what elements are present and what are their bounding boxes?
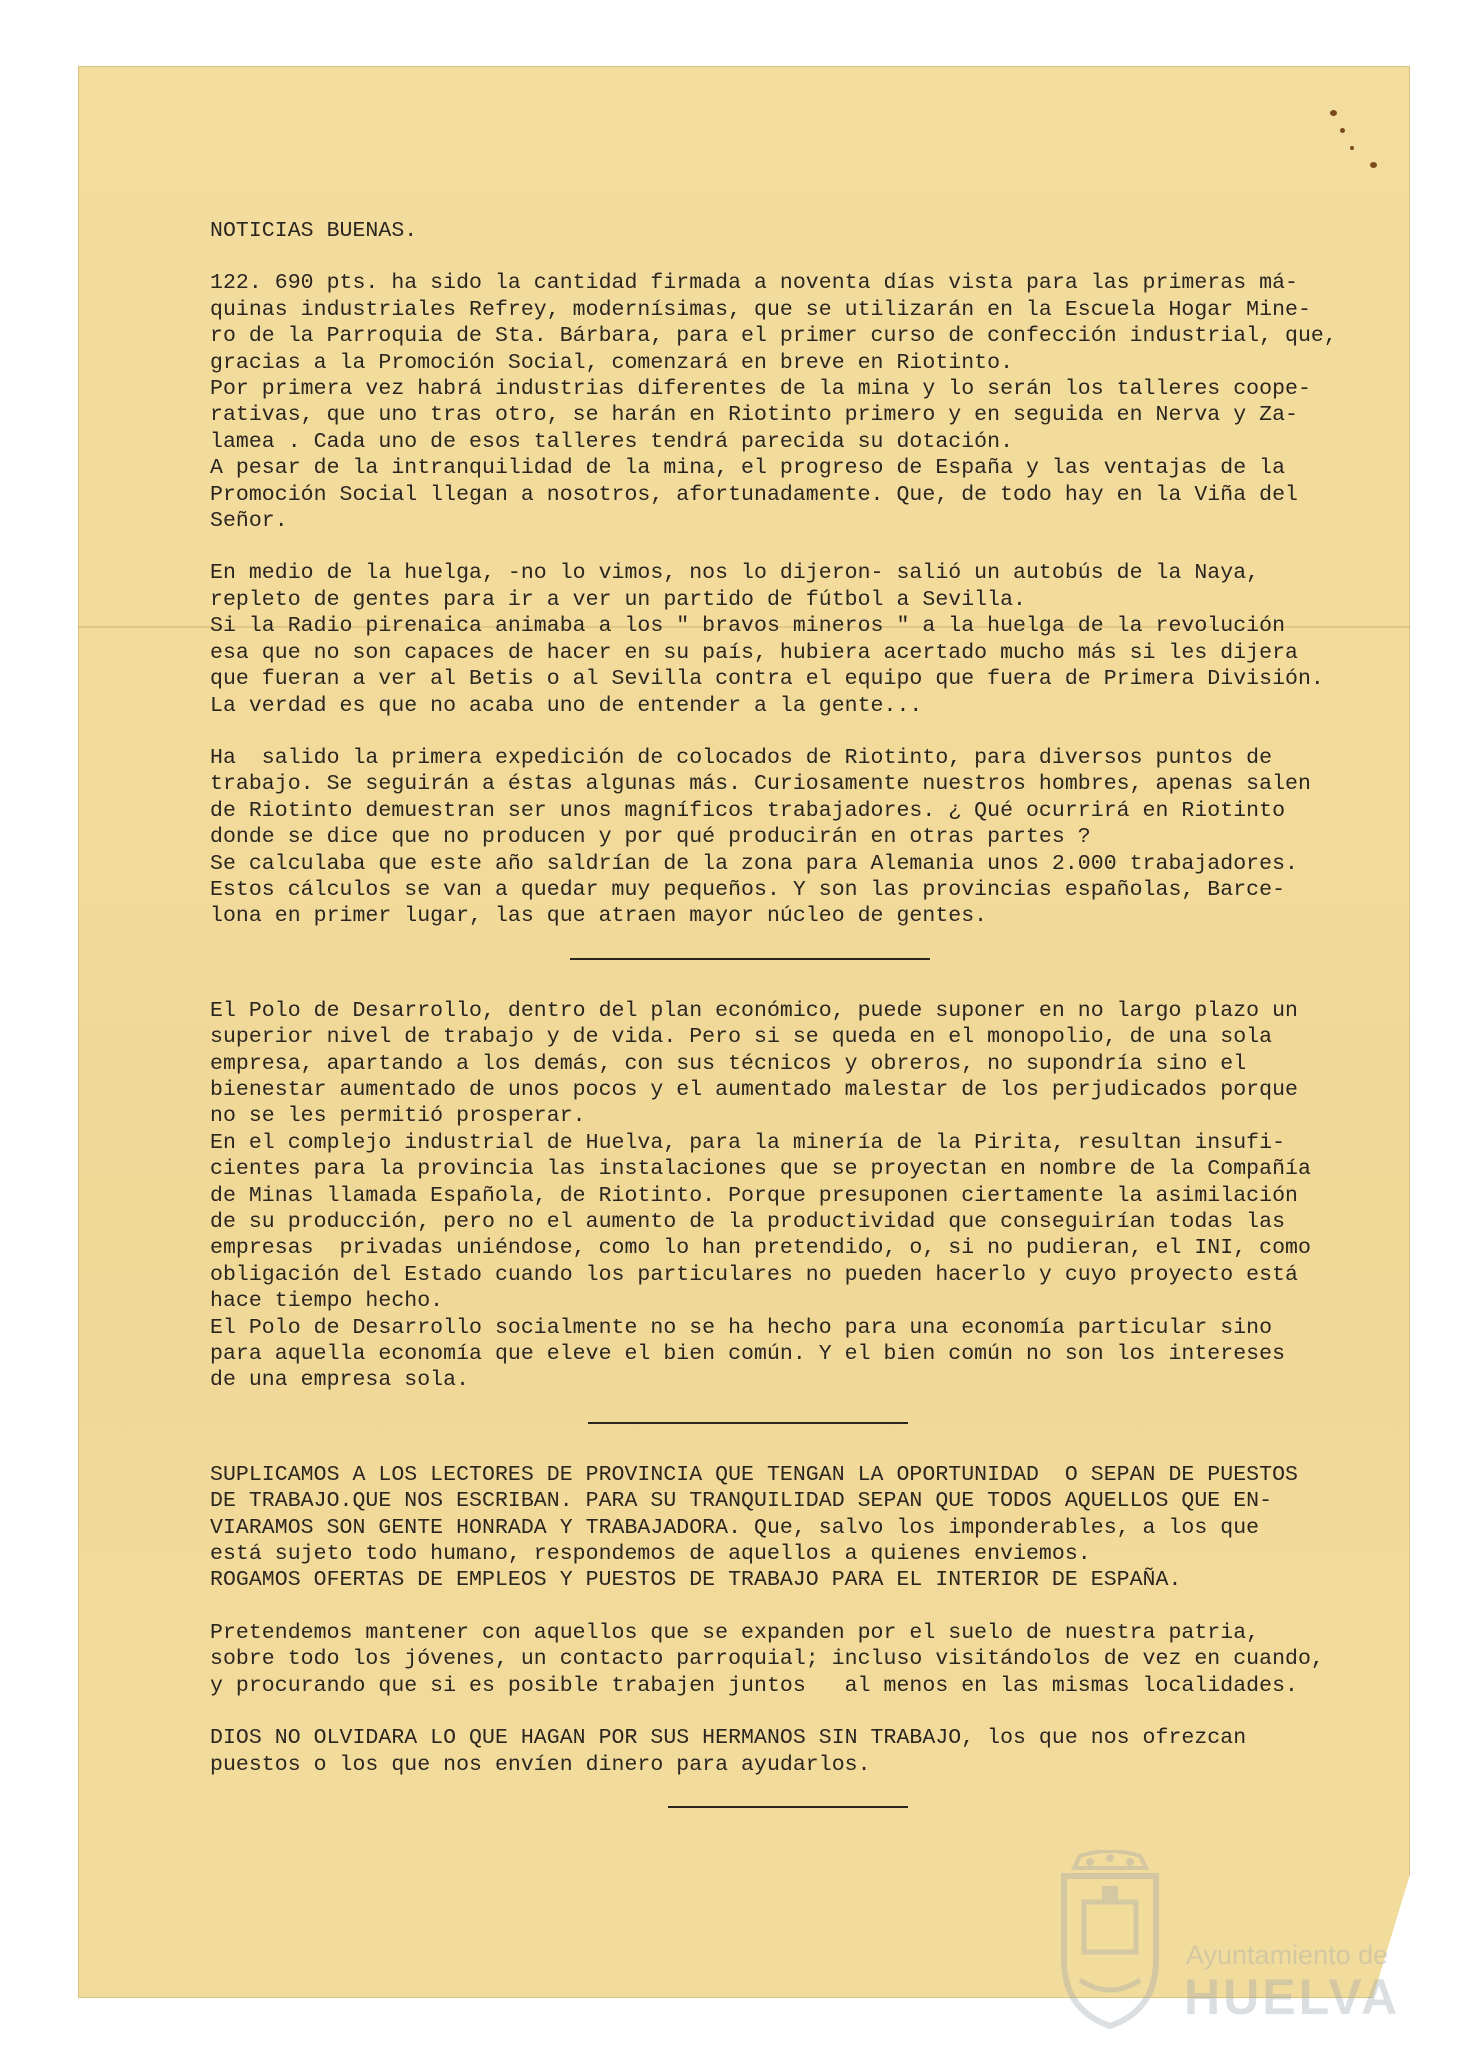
- huelva-coat-of-arms-icon: [1050, 1850, 1170, 2030]
- text-line: En el complejo industrial de Huelva, para la minería de la Pirita, resultan insufi-: [210, 1130, 1286, 1155]
- text-line: esa que no son capaces de hacer en su país, hubiera acertado mucho más si les dijera: [210, 640, 1298, 665]
- text-line: puestos o los que nos envíen dinero para ayudarlos.: [210, 1752, 871, 1777]
- paragraph-huelga: [210, 560, 1330, 718]
- text-line: ROGAMOS OFERTAS DE EMPLEOS Y PUESTOS DE TRABAJO PARA EL INTERIOR DE ESPAÑA.: [210, 1568, 1182, 1593]
- text-line: bienestar aumentado de unos pocos y el aumentado malestar de los perjudicados porque: [210, 1077, 1298, 1102]
- text-line: El Polo de Desarrollo, dentro del plan económico, puede suponer en no largo plazo un: [210, 998, 1298, 1023]
- paragraph-maquinas: [210, 270, 1337, 534]
- text-line: hace tiempo hecho.: [210, 1289, 444, 1314]
- text-line: DIOS NO OLVIDARA LO QUE HAGAN POR SUS HERMANOS SIN TRABAJO, los que nos ofrezcan: [210, 1726, 1247, 1751]
- text-line: donde se dice que no producen y por qué producirán en otras partes ?: [210, 825, 1091, 850]
- text-line: para aquella economía que eleve el bien común. Y el bien común no son los intereses: [210, 1342, 1286, 1367]
- text-line: y procurando que si es posible trabajen juntos al menos en las mismas localidades.: [210, 1673, 1298, 1698]
- watermark-brand: HUELVA: [1184, 1969, 1401, 2025]
- text-line: SUPLICAMOS A LOS LECTORES DE PROVINCIA QUE TENGAN LA OPORTUNIDAD O SEPAN DE PUESTOS: [210, 1462, 1298, 1487]
- text-line: rativas, que uno tras otro, se harán en Riotinto primero y en seguida en Nerva y Za-: [210, 403, 1298, 428]
- text-line: cientes para la provincia las instalaciones que se proyectan en nombre de la Compañía: [210, 1157, 1311, 1182]
- text-line: VIARAMOS SON GENTE HONRADA Y TRABAJADORA. Que, salvo los imponderables, a los que: [210, 1515, 1260, 1540]
- text-line: gracias a la Promoción Social, comenzará en breve en Riotinto.: [210, 350, 1014, 375]
- text-line: que fueran a ver al Betis o al Sevilla contra el equipo que fuera de Primera División.: [210, 667, 1324, 692]
- watermark-text: Ayuntamiento de: [1186, 1940, 1389, 1970]
- text-line: ro de la Parroquia de Sta. Bárbara, para el primer curso de confección industrial, que,: [210, 324, 1337, 349]
- text-line: de Riotinto demuestran ser unos magníficos trabajadores. ¿ Qué ocurrirá en Riotinto: [210, 798, 1286, 823]
- text-line: empresas privadas uniéndose, como lo han pretendido, o, si no pudieran, el INI, como: [210, 1236, 1311, 1261]
- text-line: obligación del Estado cuando los particulares no pueden hacerlo y cuyo proyecto está: [210, 1262, 1298, 1287]
- text-line: sobre todo los jóvenes, un contacto parroquial; incluso visitándolos de vez en cuando,: [210, 1647, 1324, 1672]
- text-line: La verdad es que no acaba uno de entender a la gente...: [210, 693, 923, 718]
- text-line: Estos cálculos se van a quedar muy pequeños. Y son las provincias españolas, Barce-: [210, 877, 1286, 902]
- text-line: Se calculaba que este año saldrían de la zona para Alemania unos 2.000 trabajadores.: [210, 851, 1298, 876]
- text-line: lamea . Cada uno de esos talleres tendrá parecida su dotación.: [210, 429, 1014, 454]
- text-line: trabajo. Se seguirán a éstas algunas más. Curiosamente nuestros hombres, apenas salen: [210, 772, 1311, 797]
- paragraph-suplicamos: [210, 1462, 1330, 1594]
- text-line: DE TRABAJO.QUE NOS ESCRIBAN. PARA SU TRANQUILIDAD SEPAN QUE TODOS AQUELLOS QUE EN-: [210, 1489, 1273, 1514]
- text-line: Promoción Social llegan a nosotros, afortunadamente. Que, de todo hay en la Viña del: [210, 482, 1298, 507]
- separator-rule: [668, 1806, 908, 1808]
- ayuntamiento-watermark: [1050, 1850, 1401, 2040]
- separator-rule: [570, 958, 930, 960]
- stain-mark: [1330, 110, 1337, 116]
- text-line: Si la Radio pirenaica animaba a los " bravos mineros " a la huelga de la revolución: [210, 614, 1286, 639]
- text-line: 122. 690 pts. ha sido la cantidad firmada a noventa días vista para las primeras má-: [210, 271, 1298, 296]
- text-line: Por primera vez habrá industrias diferentes de la mina y lo serán los talleres coope-: [210, 377, 1311, 402]
- text-line: Pretendemos mantener con aquellos que se expanden por el suelo de nuestra patria,: [210, 1620, 1260, 1645]
- text-line: de su producción, pero no el aumento de la productividad que conseguirían todas las: [210, 1210, 1286, 1234]
- text-line: quinas industriales Refrey, modernísimas, que se utilizarán en la Escuela Hogar Mine-: [210, 297, 1311, 322]
- stain-mark: [1350, 146, 1354, 150]
- text-line: lona en primer lugar, las que atraen mayor núcleo de gentes.: [210, 904, 988, 929]
- text-line: El Polo de Desarrollo socialmente no se ha hecho para una economía particular sino: [210, 1315, 1273, 1340]
- text-line: de Minas llamada Española, de Riotinto. Porque presuponen ciertamente la asimilación: [210, 1183, 1298, 1208]
- text-line: En medio de la huelga, -no lo vimos, nos lo dijeron- salió un autobús de la Naya,: [210, 561, 1260, 586]
- text-line: empresa, apartando a los demás, con sus técnicos y obreros, no supondría sino el: [210, 1051, 1247, 1076]
- paragraph-dios: [210, 1725, 1330, 1778]
- text-line: no se les permitió prosperar.: [210, 1104, 586, 1129]
- section-heading: NOTICIAS BUENAS.: [210, 219, 418, 243]
- stain-mark: [1340, 128, 1345, 133]
- text-line: está sujeto todo humano, respondemos de aquellos a quienes enviemos.: [210, 1542, 1091, 1567]
- paragraph-pretendemos: [210, 1620, 1330, 1699]
- separator-rule: [588, 1422, 908, 1424]
- paragraph-expedicion: [210, 745, 1330, 930]
- text-line: Señor.: [210, 509, 288, 534]
- text-line: A pesar de la intranquilidad de la mina, el progreso de España y las ventajas de la: [210, 456, 1286, 481]
- paragraph-polo-desarrollo: [210, 998, 1330, 1394]
- text-line: Ha salido la primera expedición de colocados de Riotinto, para diversos puntos de: [210, 745, 1273, 770]
- text-line: repleto de gentes para ir a ver un partido de fútbol a Sevilla.: [210, 587, 1026, 612]
- text-line: superior nivel de trabajo y de vida. Pero si se queda en el monopolio, de una sola: [210, 1025, 1273, 1050]
- text-line: de una empresa sola.: [210, 1368, 470, 1393]
- document-body: [210, 218, 1337, 1846]
- stain-mark: [1370, 162, 1377, 168]
